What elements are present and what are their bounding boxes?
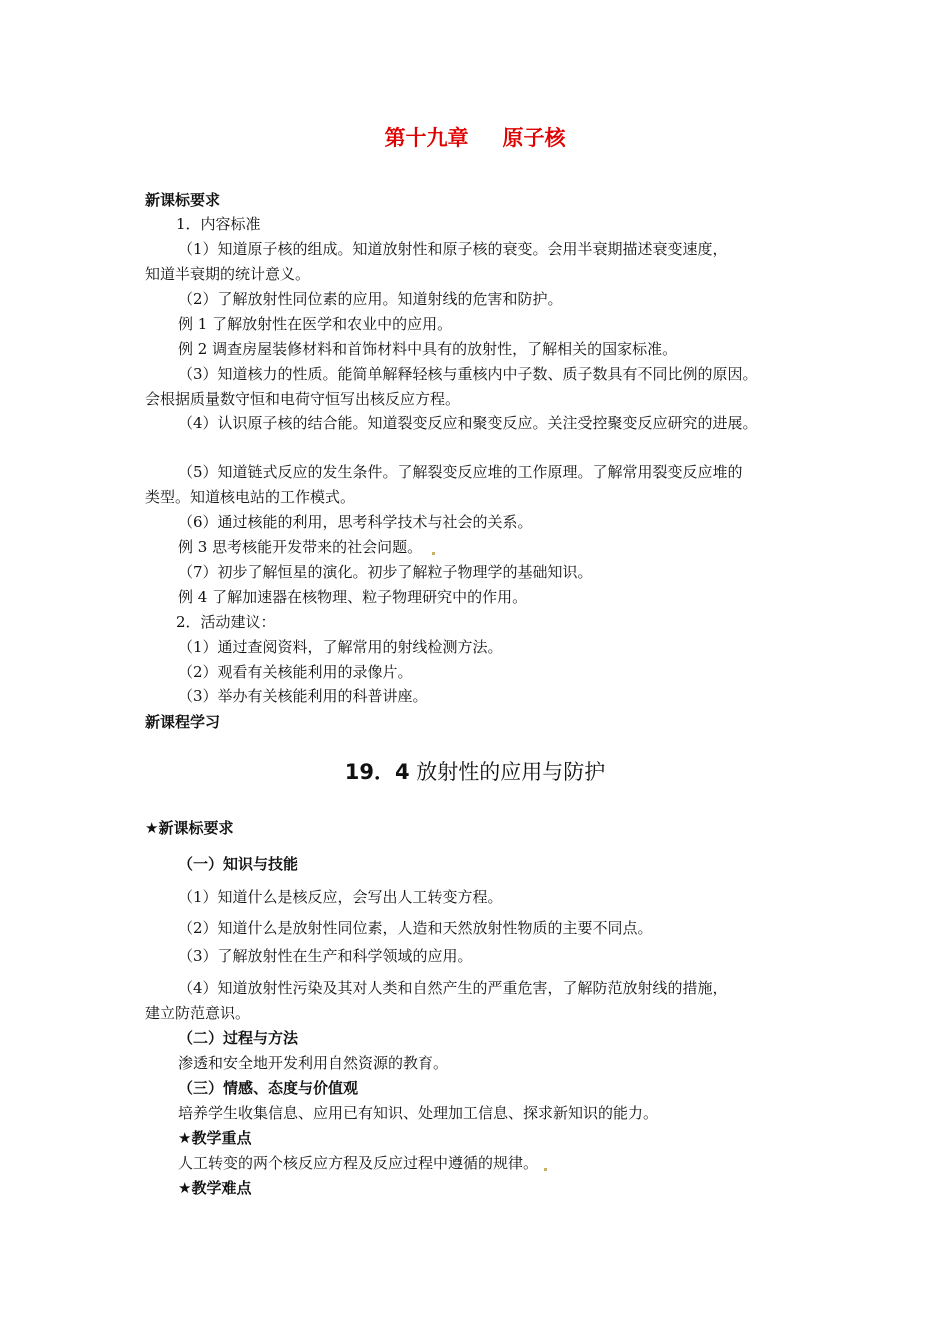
content-standard-heading: 1．内容标准 [176, 215, 261, 233]
teaching-key-text [178, 1153, 547, 1173]
chapter-title-number: 第十九章 [384, 126, 469, 150]
emotion-values-text: 培养学生收集信息、应用已有知识、处理加工信息、探求新知识的能力。 [178, 1104, 659, 1122]
course-heading: 新课程学习 [145, 713, 221, 731]
section-title [0, 758, 950, 786]
syllabus-item-4: （4）认识原子核的结合能。知道裂变反应和聚变反应。关注受控聚变反应研究的进展。 [178, 414, 758, 432]
teaching-difficulty-heading: ★教学难点 [178, 1179, 252, 1197]
syllabus-item-5-line-1: （5）知道链式反应的发生条件。了解裂变反应堆的工作原理。了解常用裂变反应堆的 [178, 463, 743, 481]
syllabus-item-5-line-2: 类型。知道核电站的工作模式。 [145, 488, 356, 506]
syllabus-example-1: 例 1 了解放射性在医学和农业中的应用。 [178, 315, 453, 333]
stray-mark [432, 552, 435, 555]
section-requirements-heading: ★新课标要求 [145, 819, 234, 837]
syllabus-example-2: 例 2 调查房屋装修材料和首饰材料中具有的放射性，了解相关的国家标准。 [178, 340, 678, 358]
knowledge-item-2: （2）知道什么是放射性同位素，人造和天然放射性物质的主要不同点。 [178, 919, 653, 937]
knowledge-item-3: （3）了解放射性在生产和科学领域的应用。 [178, 947, 473, 965]
syllabus-heading: 新课标要求 [145, 191, 221, 209]
activity-3: （3）举办有关核能利用的科普讲座。 [178, 687, 428, 705]
process-method-text: 渗透和安全地开发利用自然资源的教育。 [178, 1054, 449, 1072]
activity-1: （1）通过查阅资料，了解常用的射线检测方法。 [178, 638, 503, 656]
emotion-values-heading: （三）情感、态度与价值观 [178, 1079, 359, 1097]
section-name: 放射性的应用与防护 [416, 760, 606, 784]
syllabus-item-1-line-1: （1）知道原子核的组成。知道放射性和原子核的衰变。会用半衰期描述衰变速度， [178, 240, 728, 258]
stray-mark [544, 1168, 547, 1171]
syllabus-item-3-line-1: （3）知道核力的性质。能简单解释轻核与重核内中子数、质子数具有不同比例的原因。 [178, 365, 758, 383]
syllabus-example-4: 例 4 了解加速器在核物理、粒子物理研究中的作用。 [178, 588, 528, 606]
syllabus-item-6: （6）通过核能的利用，思考科学技术与社会的关系。 [178, 513, 533, 531]
process-method-heading: （二）过程与方法 [178, 1029, 299, 1047]
knowledge-item-4-line-1: （4）知道放射性污染及其对人类和自然产生的严重危害，了解防范放射线的措施， [178, 979, 728, 997]
knowledge-item-4-line-2: 建立防范意识。 [145, 1004, 251, 1022]
chapter-title [0, 124, 950, 152]
syllabus-item-3-line-2: 会根据质量数守恒和电荷守恒写出核反应方程。 [145, 390, 461, 408]
activity-heading: 2．活动建议： [176, 613, 276, 631]
syllabus-example-3 [178, 537, 435, 557]
teaching-key-text-content: 人工转变的两个核反应方程及反应过程中遵循的规律。 [178, 1154, 539, 1172]
syllabus-item-1-line-2: 知道半衰期的统计意义。 [145, 265, 311, 283]
section-number: 19．4 [344, 760, 410, 784]
syllabus-item-2: （2）了解放射性同位素的应用。知道射线的危害和防护。 [178, 290, 563, 308]
syllabus-item-7: （7）初步了解恒星的演化。初步了解粒子物理学的基础知识。 [178, 563, 593, 581]
activity-2: （2）观看有关核能利用的录像片。 [178, 663, 413, 681]
teaching-key-heading: ★教学重点 [178, 1129, 252, 1147]
knowledge-item-1: （1）知道什么是核反应，会写出人工转变方程。 [178, 888, 503, 906]
chapter-title-name: 原子核 [502, 126, 566, 150]
syllabus-example-3-text: 例 3 思考核能开发带来的社会问题。 [178, 538, 423, 556]
knowledge-skills-heading: （一）知识与技能 [178, 855, 299, 873]
